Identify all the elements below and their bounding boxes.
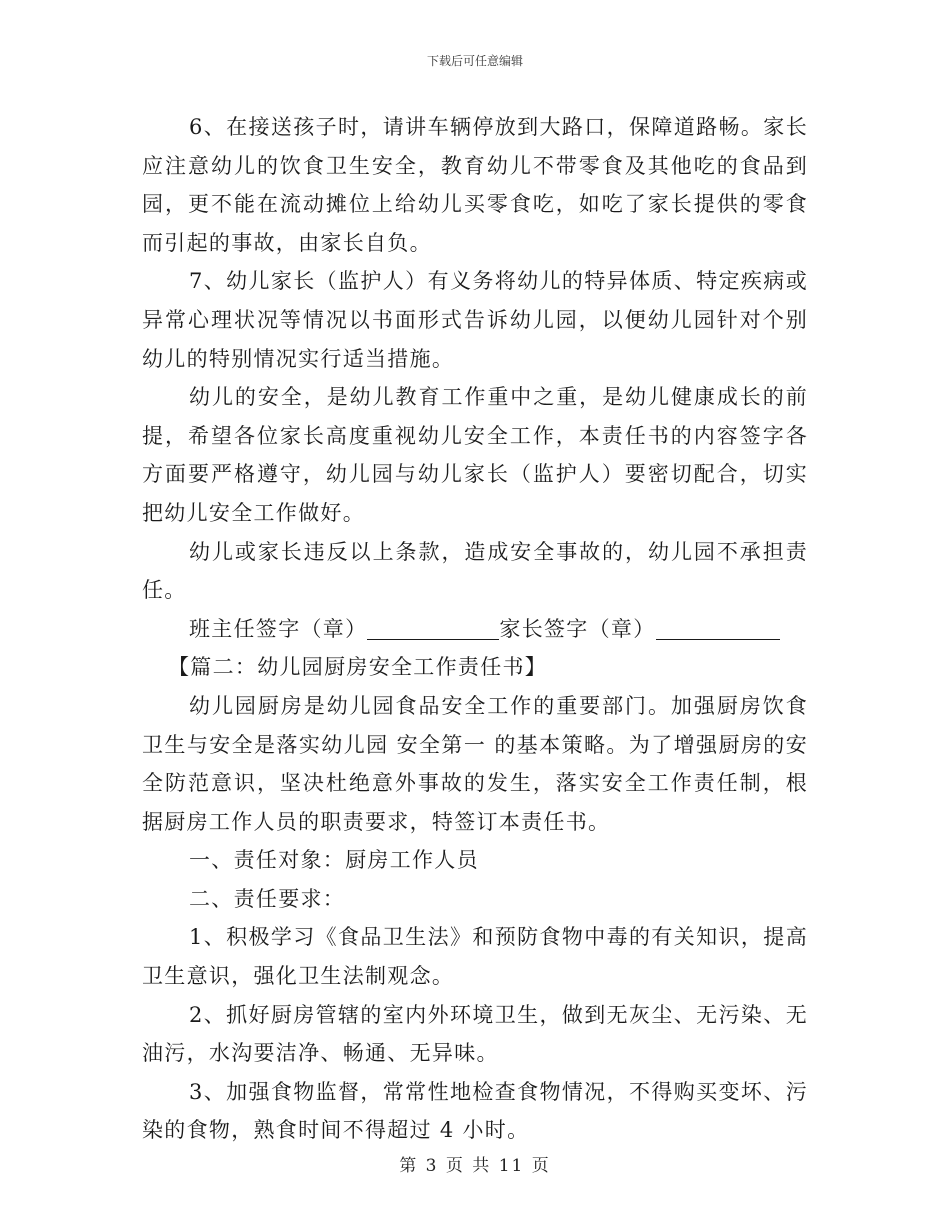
page-footer: 第 3 页 共 11 页	[399, 1156, 551, 1176]
signature-line	[142, 610, 808, 649]
section-two-title: 【篇二：幼儿园厨房安全工作责任书】	[168, 655, 548, 680]
responsibility-requirements-heading: 二、责任要求：	[189, 886, 346, 911]
parent-signature-blank	[656, 615, 780, 640]
requirement-item-1: 1、积极学习《食品卫生法》和预防食物中毒的有关知识，提高卫生意识，强化卫生法制观念。	[142, 925, 808, 989]
responsibility-target: 一、责任对象：厨房工作人员	[189, 848, 479, 873]
requirement-item-2: 2、抓好厨房管辖的室内外环境卫生，做到无灰尘、无污染、无油污，水沟要洁净、畅通、无异味。	[142, 1002, 808, 1066]
parent-signature-label: 家长签字（章）	[499, 616, 656, 641]
paragraph-item-6: 6、在接送孩子时，请讲车辆停放到大路口，保障道路畅。家长应注意幼儿的饮食卫生安全，教育幼儿不带零食及其他吃的食品到园，更不能在流动摊位上给幼儿买零食吃，如吃了家长提供的零食而引起的事故，由家长自负。	[142, 115, 808, 255]
teacher-signature-blank	[367, 615, 499, 640]
paragraph-safety: 幼儿的安全，是幼儿教育工作重中之重，是幼儿健康成长的前提，希望各位家长高度重视幼儿安全工作，本责任书的内容签字各方面要严格遵守，幼儿园与幼儿家长（监护人）要密切配合，切实把幼儿安全工作做好。	[142, 385, 808, 525]
document-body	[142, 108, 808, 1150]
paragraph-disclaimer: 幼儿或家长违反以上条款，造成安全事故的，幼儿园不承担责任。	[142, 539, 808, 603]
teacher-signature-label: 班主任签字（章）	[189, 616, 368, 641]
page-header: 下载后可任意编辑	[426, 54, 523, 68]
requirement-item-3: 3、加强食物监督，常常性地检查食物情况，不得购买变坏、污染的食物，熟食时间不得超过 4 小时。	[142, 1079, 808, 1143]
paragraph-item-7: 7、幼儿家长（监护人）有义务将幼儿的特异体质、特定疾病或异常心理状况等情况以书面形式告诉幼儿园，以便幼儿园针对个别幼儿的特别情况实行适当措施。	[142, 269, 808, 371]
section-two-intro: 幼儿园厨房是幼儿园食品安全工作的重要部门。加强厨房饮食卫生与安全是落实幼儿园 安全第一 的基本策略。为了增强厨房的安全防范意识，坚决杜绝意外事故的发生，落实安全工作责任制，根据厨房工作人员的职责要求，特签订本责任书。	[142, 693, 808, 834]
